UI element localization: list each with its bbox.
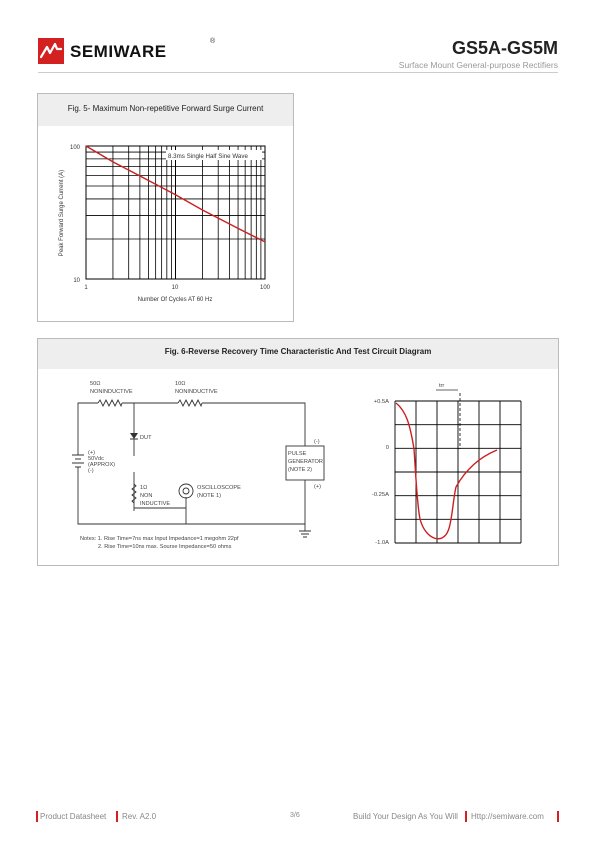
r2-type: NONINDUCTIVE — [175, 389, 218, 395]
footer-accent-bar — [36, 811, 38, 822]
recovery-test-diagram — [38, 369, 558, 565]
dut-label: DUT — [140, 435, 152, 441]
footer-accent-bar — [116, 811, 118, 822]
generator-minus-label: (-) — [314, 439, 320, 445]
trr-label: trr — [439, 383, 445, 389]
r1-type: NONINDUCTIVE — [90, 389, 133, 395]
logo-mark-icon — [38, 38, 64, 64]
generator-label: PULSE — [288, 451, 307, 457]
figure-6-panel — [37, 338, 559, 566]
oscilloscope-label: OSCILLOSCOPE — [197, 485, 241, 491]
footer-revision: Rev. A2.0 — [122, 812, 157, 821]
source-minus-label: (-) — [88, 468, 94, 474]
battery-icon — [72, 455, 84, 467]
recovery-current-curve — [396, 403, 497, 539]
footer-doc-type: Product Datasheet — [40, 812, 107, 821]
chart-grid — [86, 146, 265, 279]
r3-value: 1Ω — [140, 485, 148, 491]
x-tick-label: 10 — [171, 285, 179, 291]
source-approx: (APPROX) — [88, 462, 116, 468]
wave-annotation: 8.3ms Single Half Sine Wave — [168, 153, 248, 160]
footer-accent-bar — [465, 811, 467, 822]
wave-tick-label: +0.5A — [373, 399, 389, 405]
footer-page-number: 3/6 — [290, 812, 300, 819]
oscilloscope-icon — [179, 484, 193, 498]
footer-slogan: Build Your Design As You Will — [353, 812, 458, 821]
figure-6-title: Fig. 6-Reverse Recovery Time Characteristic And Test Circuit Diagram — [38, 339, 558, 369]
y-axis-label: Peak Forward Surge Current (A) — [59, 169, 65, 257]
surge-current-chart — [38, 126, 293, 321]
y-tick-label: 100 — [69, 145, 80, 151]
r1-value: 50Ω — [90, 381, 101, 387]
ground-icon — [299, 531, 311, 537]
generator-label: GENERATOR — [288, 459, 323, 465]
source-voltage: 50Vdc — [88, 456, 104, 462]
x-tick-label: 1 — [84, 285, 88, 291]
recovery-waveform-chart — [372, 383, 521, 546]
note-2: 2. Rise Time=10ns max. Sourse Impedance=50 ohms — [98, 544, 232, 550]
wave-tick-label: 0 — [385, 445, 389, 451]
registered-mark: ® — [210, 38, 216, 45]
figure-5-panel — [37, 93, 294, 322]
document-title: GS5A-GS5M — [451, 38, 558, 58]
oscilloscope-note: (NOTE 1) — [197, 493, 221, 499]
wave-tick-label: -1.0A — [375, 540, 389, 546]
footer-accent-bar — [557, 811, 559, 822]
resistor-10-ohm-symbol — [178, 400, 202, 406]
note-1: Notes: 1. Rise Time=7ns max Input Impedance=1 megohm 22pf — [80, 536, 239, 542]
document-subtitle: Surface Mount General-purpose Rectifiers — [398, 60, 558, 70]
figure-5-title: Fig. 5- Maximum Non-repetitive Forward Surge Current — [38, 94, 293, 126]
semiware-logo — [38, 38, 216, 64]
header-divider — [38, 72, 558, 73]
wave-tick-label: -0.25A — [371, 492, 389, 498]
r2-value: 10Ω — [175, 381, 186, 387]
r3-type: NON — [140, 493, 153, 499]
x-axis-label: Number Of Cycles AT 60 Hz — [137, 297, 213, 303]
resistor-50-ohm-symbol — [98, 400, 122, 406]
source-plus-label: (+) — [88, 450, 95, 456]
x-tick-label: 100 — [259, 285, 271, 291]
dut-diode-icon — [130, 433, 138, 439]
r3-type: INDUCTIVE — [140, 501, 171, 507]
brand-name: SEMIWARE — [70, 42, 167, 61]
generator-note: (NOTE 2) — [288, 467, 312, 473]
generator-plus-label: (+) — [314, 484, 321, 490]
y-tick-label: 10 — [73, 278, 80, 284]
footer-website-link[interactable]: Http://semiware.com — [471, 812, 544, 821]
